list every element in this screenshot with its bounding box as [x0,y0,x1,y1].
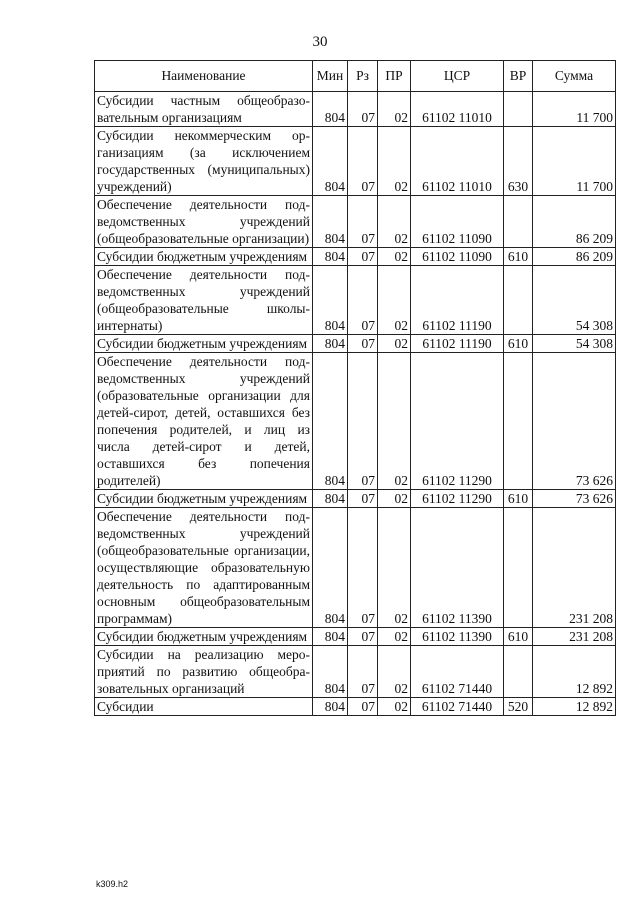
page-number: 30 [312,34,328,50]
row-csr-cell: 61102 71440 [411,646,504,698]
row-min-cell: 804 [313,92,348,127]
row-vr-cell [504,196,533,248]
row-csr-cell: 61102 11090 [411,248,504,266]
row-rz-cell: 07 [348,196,378,248]
row-min-cell: 804 [313,490,348,508]
row-name-cell: Субсидии частным общеобразовательным организациям [95,92,313,127]
row-min-cell: 804 [313,248,348,266]
row-rz-cell: 07 [348,127,378,196]
row-sum-cell: 231 208 [533,628,616,646]
row-vr-cell: 610 [504,248,533,266]
row-csr-cell: 61102 11290 [411,353,504,490]
table-row [95,698,616,716]
row-rz-cell: 07 [348,266,378,335]
row-name-cell: Субсидии [95,698,313,716]
row-rz-cell: 07 [348,628,378,646]
row-pr-cell: 02 [378,92,411,127]
row-pr-cell: 02 [378,353,411,490]
row-rz-cell: 07 [348,698,378,716]
row-pr-cell: 02 [378,508,411,628]
row-min-cell: 804 [313,508,348,628]
row-name-cell: Субсидии на реализацию мероприятий по развитию общеобразовательных организаций [95,646,313,698]
row-vr-cell [504,353,533,490]
row-csr-cell: 61102 11390 [411,628,504,646]
row-sum-cell: 73 626 [533,353,616,490]
row-min-cell: 804 [313,646,348,698]
row-sum-cell: 12 892 [533,646,616,698]
row-sum-cell: 11 700 [533,92,616,127]
table-row [95,196,616,248]
header-csr: ЦСР [411,61,504,92]
row-min-cell: 804 [313,698,348,716]
row-vr-cell [504,92,533,127]
row-vr-cell [504,508,533,628]
row-pr-cell: 02 [378,646,411,698]
row-vr-cell [504,646,533,698]
row-name-cell: Субсидии бюджетным учреждениям [95,335,313,353]
row-sum-cell: 73 626 [533,490,616,508]
row-pr-cell: 02 [378,335,411,353]
row-csr-cell: 61102 11010 [411,92,504,127]
row-name-cell: Обеспечение деятельности подведомственных учреждений (общеобразовательные организации) [95,196,313,248]
row-pr-cell: 02 [378,127,411,196]
row-sum-cell: 11 700 [533,127,616,196]
row-rz-cell: 07 [348,335,378,353]
row-sum-cell: 54 308 [533,266,616,335]
row-vr-cell [504,266,533,335]
row-name-cell: Субсидии бюджетным учреждениям [95,490,313,508]
row-name-cell: Субсидии бюджетным учреждениям [95,248,313,266]
table-row [95,490,616,508]
row-vr-cell: 630 [504,127,533,196]
row-csr-cell: 61102 11010 [411,127,504,196]
table-row [95,127,616,196]
row-name-cell: Субсидии бюджетным учреждениям [95,628,313,646]
row-vr-cell: 610 [504,628,533,646]
row-sum-cell: 54 308 [533,335,616,353]
header-row [95,61,616,92]
table-row [95,628,616,646]
row-min-cell: 804 [313,127,348,196]
header-rz: Рз [348,61,378,92]
row-min-cell: 804 [313,628,348,646]
row-rz-cell: 07 [348,508,378,628]
row-rz-cell: 07 [348,248,378,266]
row-csr-cell: 61102 11290 [411,490,504,508]
row-pr-cell: 02 [378,196,411,248]
row-rz-cell: 07 [348,92,378,127]
row-rz-cell: 07 [348,646,378,698]
row-csr-cell: 61102 71440 [411,698,504,716]
row-min-cell: 804 [313,335,348,353]
table-row [95,646,616,698]
table-row [95,353,616,490]
row-vr-cell: 610 [504,490,533,508]
table-row [95,508,616,628]
row-rz-cell: 07 [348,490,378,508]
row-name-cell: Субсидии некоммерческим организациям (за исключением государственных (муниципальных) учреждений) [95,127,313,196]
header-name: Наименование [95,61,313,92]
row-min-cell: 804 [313,353,348,490]
row-pr-cell: 02 [378,698,411,716]
row-vr-cell: 610 [504,335,533,353]
row-name-cell: Обеспечение деятельности подведомственных учреждений (общеобразовательные школы-интернаты) [95,266,313,335]
table-row [95,92,616,127]
table-body [95,92,616,716]
header-vr: ВР [504,61,533,92]
header-min: Мин [313,61,348,92]
header-sum: Сумма [533,61,616,92]
row-name-cell: Обеспечение деятельности подведомственных учреждений (общеобразовательные организации, осуществляющие образовательную деятельность по адаптированным основным общеобразовательным программам) [95,508,313,628]
row-pr-cell: 02 [378,266,411,335]
row-pr-cell: 02 [378,248,411,266]
table-row [95,248,616,266]
table-row [95,335,616,353]
row-name-cell: Обеспечение деятельности подведомственных учреждений (образовательные организации для детей-сирот, детей, оставшихся без попечения родителей, и лиц из числа детей-сирот и детей, оставшихся без попечения родителей) [95,353,313,490]
row-min-cell: 804 [313,266,348,335]
row-sum-cell: 231 208 [533,508,616,628]
row-min-cell: 804 [313,196,348,248]
row-csr-cell: 61102 11390 [411,508,504,628]
row-csr-cell: 61102 11190 [411,266,504,335]
footer-code: k309.h2 [96,879,129,889]
row-csr-cell: 61102 11090 [411,196,504,248]
table-row [95,266,616,335]
row-pr-cell: 02 [378,628,411,646]
row-sum-cell: 12 892 [533,698,616,716]
row-sum-cell: 86 209 [533,196,616,248]
row-csr-cell: 61102 11190 [411,335,504,353]
budget-table [94,60,616,716]
row-pr-cell: 02 [378,490,411,508]
row-rz-cell: 07 [348,353,378,490]
row-vr-cell: 520 [504,698,533,716]
row-sum-cell: 86 209 [533,248,616,266]
header-pr: ПР [378,61,411,92]
